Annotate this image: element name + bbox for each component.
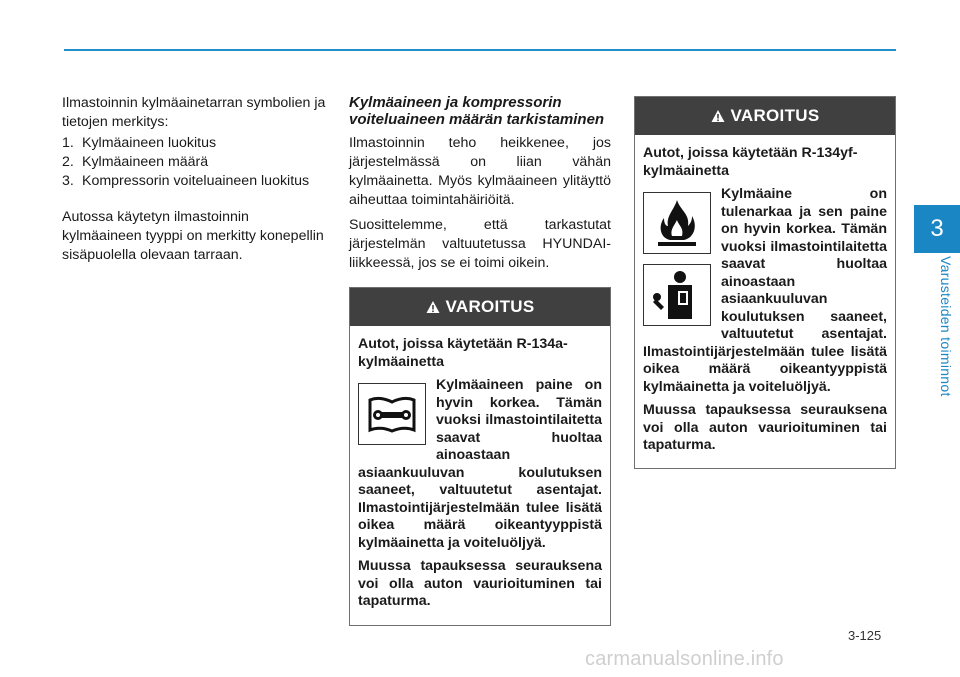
flammable-icon	[643, 192, 711, 254]
page-number: 3-125	[848, 628, 882, 643]
warning-text: Kylmäaineen paine on hyvin korkea. Tämän vuoksi ilmastointilaitetta saavat huoltaa ainoastaan asiaankuuluvan koulutuksen saaneet, valtuutetut asentajat. Ilmastointijärjestelmään tulee lisätä oikea määrä oikeantyyppistä kylmäainetta ja voiteluöljyä.	[358, 377, 602, 551]
warning-subtitle: Autot, joissa käytetään R-134yf-kylmäainetta	[643, 145, 858, 179]
list-text: Kylmäaineen määrä	[82, 154, 209, 170]
section-heading: Kylmäaineen ja kompressorin voiteluaineen määrän tarkistaminen	[349, 94, 605, 128]
list-number: 2.	[62, 154, 74, 170]
mechanic-icon	[643, 264, 711, 326]
chapter-title: Varusteiden toiminnot	[938, 256, 954, 397]
warning-header	[635, 97, 895, 135]
intro-text: Ilmastoinnin kylmäainetarran symbolien ja tietojen merkitys:	[62, 95, 326, 130]
column-left	[62, 94, 326, 265]
list-number: 3.	[62, 173, 74, 189]
list-item	[62, 153, 326, 172]
warning-text: Kylmäaine on tulenarkaa ja sen paine on hyvin korkea. Tämän vuoksi ilmastointilaitetta saavat huoltaa ainoastaan asiaankuuluvan koulutuksen saaneet, valtuutetut asentajat. Ilmastointijärjestelmään tulee lisätä oikea määrä oikeantyyppistä kylmäainetta ja voiteluöljyä.	[643, 186, 887, 395]
warning-header	[350, 288, 610, 326]
warning-consequence: Muussa tapauksessa seurauksena voi olla auton vaurioituminen tai tapaturma.	[643, 402, 887, 453]
warning-subtitle: Autot, joissa käytetään R-134a-kylmäainetta	[358, 336, 568, 370]
chapter-number: 3	[930, 215, 944, 242]
wrench-book-icon	[358, 383, 426, 445]
list-text: Kylmäaineen luokitus	[82, 135, 217, 151]
column-middle	[349, 94, 611, 279]
body-paragraph: Ilmastoinnin teho heikkenee, jos järjestelmässä on liian vähän kylmäainetta. Myös kylmäaineen ylitäyttö aiheuttaa toimintahäiriöitä.	[349, 135, 611, 208]
list-number: 1.	[62, 135, 74, 151]
warning-title: VAROITUS	[445, 297, 535, 316]
warning-box-r134a	[349, 287, 611, 626]
warning-triangle-icon	[711, 109, 725, 123]
warning-body	[350, 326, 610, 611]
watermark-text: carmanualsonline.info	[585, 648, 784, 670]
warning-title: VAROITUS	[730, 106, 820, 125]
refrigerant-label-text: Autossa käytetyn ilmastoinnin kylmäaineen tyyppi on merkitty konepellin sisäpuolella olevaan tarraan.	[62, 209, 324, 263]
body-paragraph: Suosittelemme, että tarkastutat järjestelmän valtuutetussa HYUNDAI-liikkeessä, jos se ei toimi oikein.	[349, 217, 611, 271]
warning-box-r1234yf	[634, 96, 896, 469]
warning-body	[635, 135, 895, 455]
warning-triangle-icon	[426, 300, 440, 314]
chapter-tab	[914, 205, 960, 253]
list-item	[62, 172, 326, 191]
top-rule	[64, 49, 896, 51]
list-text: Kompressorin voiteluaineen luokitus	[82, 173, 310, 189]
list-item	[62, 134, 326, 153]
warning-consequence: Muussa tapauksessa seurauksena voi olla auton vaurioituminen tai tapaturma.	[358, 558, 602, 609]
label-info-list	[62, 134, 326, 191]
